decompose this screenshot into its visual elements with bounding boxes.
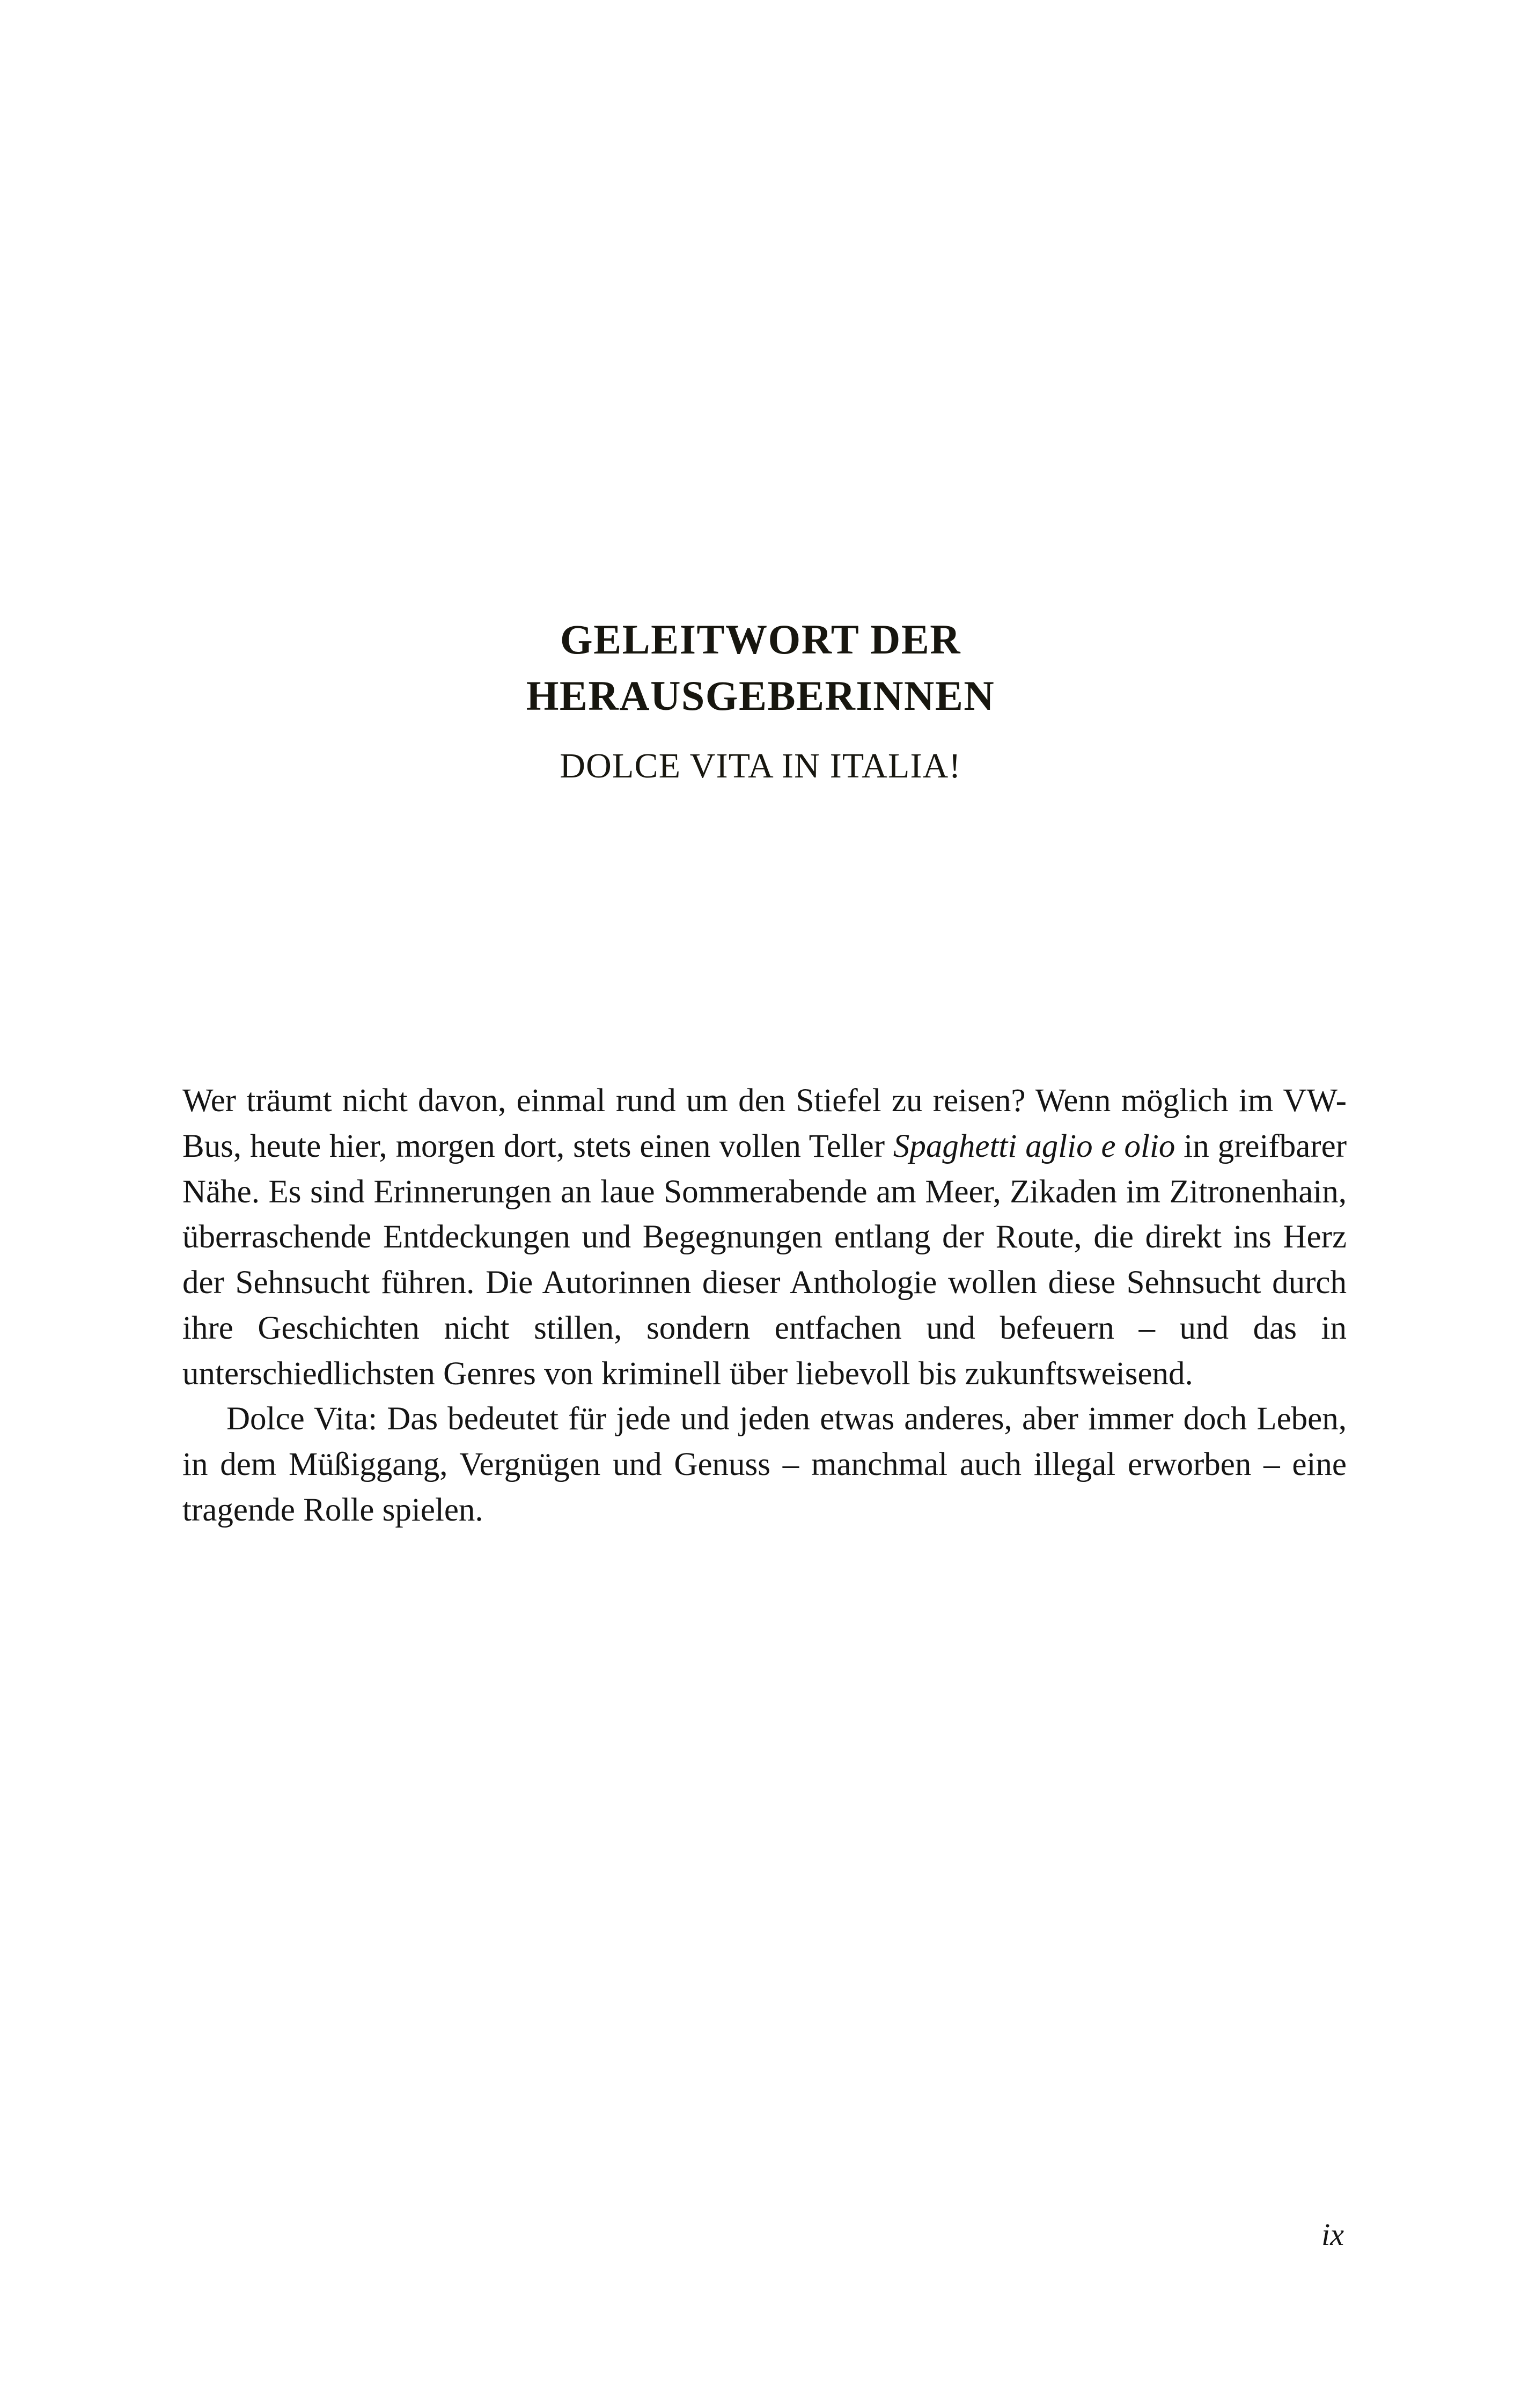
heading-title-line-1: GELEITWORT DER [560, 616, 961, 663]
paragraph-1 [182, 1078, 1347, 1397]
body-text [182, 1078, 1347, 1533]
page-heading [0, 612, 1521, 789]
heading-subtitle: DOLCE VITA IN ITALIA! [560, 746, 961, 786]
heading-title-line-2: HERAUSGEBERINNEN [526, 672, 995, 719]
page-number: ix [1321, 2217, 1344, 2252]
paragraph-1-text-after-italic: in greifbarer Nähe. Es sind Erinnerungen an laue Sommerabende am Meer, Zikaden im Zitronenhain, überraschende Entdeckungen und Begegnungen entlang der Route, die direkt ins Herz der Sehnsucht führen. Die Autorinnen dieser Anthologie wollen diese Sehnsucht durch ihre Geschichten nicht stillen, sondern entfachen und befeuern – und das in unterschiedlichsten Genres von kriminell über liebevoll bis zukunftsweisend. [182, 1128, 1347, 1392]
paragraph-1-text-before-italic: Wer träumt nicht davon, einmal rund um den Stiefel zu reisen? Wenn möglich im VW-Bus, heute hier, morgen dort, stets einen vollen Teller [182, 1083, 1347, 1164]
paragraph-1-italic-phrase: Spaghetti aglio e olio [893, 1128, 1175, 1164]
paragraph-2: Dolce Vita: Das bedeutet für jede und jeden etwas anderes, aber immer doch Leben, in dem Müßiggang, Vergnügen und Genuss – manchmal auch illegal erworben – eine tragende Rolle spielen. [182, 1401, 1347, 1529]
